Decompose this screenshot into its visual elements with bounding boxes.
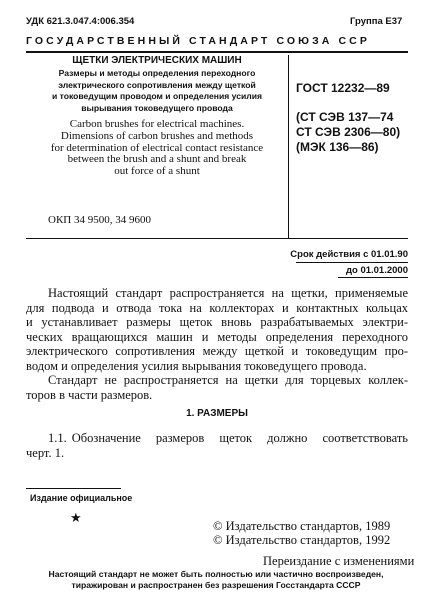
footer-rule bbox=[26, 488, 121, 489]
item-line: черт. 1. bbox=[26, 445, 65, 460]
harmonized-standards bbox=[296, 110, 400, 155]
st-sev-line: СТ СЭВ 2306—80) bbox=[296, 125, 401, 139]
official-edition: Издание официальное bbox=[30, 493, 133, 503]
ru-subtitle-line: Размеры и методы определения переходного bbox=[58, 68, 256, 78]
group-code: Группа Е37 bbox=[350, 16, 403, 27]
ru-subtitle-line: вырывания токоведущего провода bbox=[81, 102, 233, 113]
star-icon: ★ bbox=[70, 510, 82, 525]
scope-line: торов в части размеров. bbox=[26, 387, 153, 402]
title-block bbox=[26, 55, 288, 178]
en-title-line: out force of a shunt bbox=[114, 165, 200, 178]
okp-code: ОКП 34 9500, 34 9600 bbox=[48, 214, 151, 226]
section-title: 1. РАЗМЕРЫ bbox=[186, 408, 248, 419]
intro-line: водом и определения усилия вырывания токоведущего провода. bbox=[26, 358, 367, 373]
intro-line: электрического сопротивления между щеткой и токоведущим про- bbox=[26, 344, 408, 358]
en-title-line: for determination of electrical contact resistance bbox=[50, 141, 264, 154]
ru-subtitle-line: электрического сопротивления между щеткой bbox=[58, 79, 256, 90]
reprint-note: Переиздание с изменениями bbox=[263, 554, 415, 568]
title-block-rule bbox=[26, 238, 408, 239]
validity-to-underline bbox=[338, 277, 408, 278]
publisher-line: © Издательство стандартов, 1989 bbox=[213, 519, 391, 533]
intro-paragraph bbox=[26, 286, 408, 402]
en-title-line: between the brush and a shunt and break bbox=[67, 153, 247, 166]
gost-number: ГОСТ 12232—89 bbox=[296, 81, 390, 95]
title-divider bbox=[288, 55, 289, 238]
header-rule bbox=[26, 51, 408, 53]
udk-code: УДК 621.3.047.4:006.354 bbox=[26, 16, 135, 27]
en-title bbox=[26, 119, 288, 178]
scope-line: Стандарт не распространяется на щетки для торцевых коллек- bbox=[48, 373, 408, 387]
state-standard-heading: ГОСУДАРСТВЕННЫЙ СТАНДАРТ СОЮЗА ССР bbox=[26, 35, 370, 47]
validity-from: Срок действия с 01.01.90 bbox=[290, 249, 408, 260]
intro-line: для подвода и отвода тока на коллекторах и контактных кольцах bbox=[26, 300, 408, 315]
publisher-block bbox=[213, 519, 390, 547]
validity-to: до 01.01.2000 bbox=[345, 265, 408, 276]
intro-line: ческих вращающихся машин и методы определения переходного bbox=[26, 329, 408, 344]
st-sev-line: (СТ СЭВ 137—74 bbox=[296, 110, 394, 124]
iec-line: (МЭК 136—86) bbox=[296, 140, 379, 154]
intro-line: Настоящий стандарт распространяется на щетки, применяемые bbox=[48, 286, 408, 300]
en-title-line: Carbon brushes for electrical machines. bbox=[69, 118, 245, 130]
en-title-line: Dimensions of carbon brushes and methods bbox=[60, 129, 254, 142]
item-paragraph bbox=[26, 431, 408, 460]
publisher-line: © Издательство стандартов, 1992 bbox=[213, 533, 391, 547]
notice-line: Настоящий стандарт не может быть полностью или частично воспроизведен, bbox=[48, 569, 384, 579]
copyright-notice bbox=[14, 569, 418, 591]
notice-line: тиражирован и распространен без разрешения Госстандарта СССР bbox=[71, 580, 361, 590]
item-line: 1.1. Обозначение размеров щеток должно соответствовать bbox=[48, 431, 408, 445]
ru-subtitle-line: и токоведущим проводом и определения усилия bbox=[51, 91, 263, 101]
ru-title: ЩЕТКИ ЭЛЕКТРИЧЕСКИХ МАШИН bbox=[72, 55, 242, 66]
validity-underline bbox=[296, 262, 408, 263]
ru-subtitle bbox=[26, 68, 288, 114]
intro-line: и устанавливает размеры щеток вновь разрабатываемых электри- bbox=[26, 315, 408, 329]
